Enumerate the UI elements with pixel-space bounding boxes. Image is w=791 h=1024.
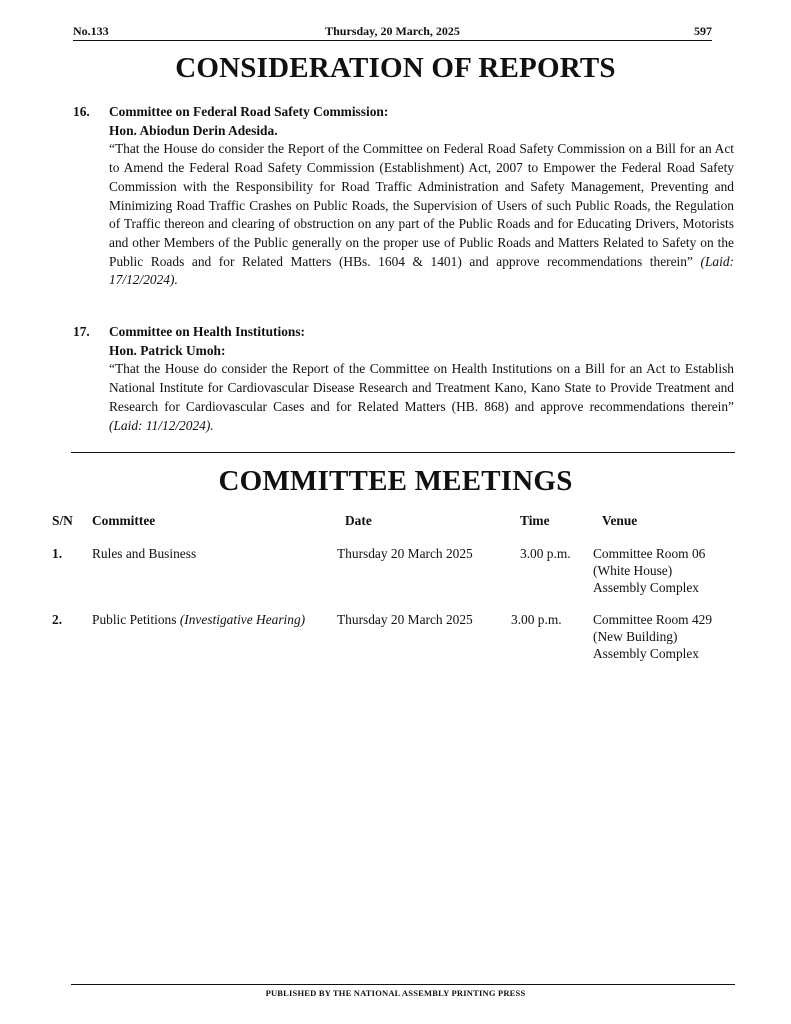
issue-date: Thursday, 20 March, 2025 <box>325 24 460 38</box>
report-text: “That the House do consider the Report of the Committee on Federal Road Safety Commission on a Bill for an Act to Amend the Federal Road Safety Commission (Establishment) Act, 2007 to Empower the Federal Road Safety Commission with the Responsibility for Road Traffic Administration and Safety Management, Preventing and Minimizing Road Traffic Crashes on Public Roads, the Supervision of Users of such Public Roads, the Regulation of Traffic thereon and clearing of obstruction on any part of the Public Roads and for Educating Drivers, Motorists and other Members of the Public generally on the proper use of Public Roads and Matters Related to Safety on the Public Roads and for Related Matters (HBs. 1604 & 1401) and approve recommendations therein” (Laid: 17/12/2024). <box>109 141 734 288</box>
row-time: 3.00 p.m. <box>520 546 571 561</box>
report-number: 17. <box>73 324 90 339</box>
row-date: Thursday 20 March 2025 <box>337 612 473 627</box>
row-sn: 2. <box>52 612 63 627</box>
report-laid-date: (Laid: 11/12/2024). <box>109 417 214 433</box>
publisher-footer: PUBLISHED BY THE NATIONAL ASSEMBLY PRINTING PRESS <box>265 988 526 998</box>
row-committee: Rules and Business <box>92 546 197 561</box>
report-item <box>109 103 734 290</box>
column-header-time: Time <box>520 513 550 528</box>
row-sn: 1. <box>52 546 63 561</box>
section-divider <box>71 452 735 453</box>
report-item <box>109 323 734 435</box>
report-member: Hon. Patrick Umoh: <box>109 342 226 358</box>
column-header-sn: S/N <box>52 513 73 528</box>
report-committee: Committee on Health Institutions: <box>109 324 306 339</box>
row-committee: Public Petitions (Investigative Hearing) <box>92 612 306 627</box>
page-header <box>73 24 712 41</box>
column-header-date: Date <box>345 513 372 528</box>
row-time: 3.00 p.m. <box>511 612 562 627</box>
report-member: Hon. Abiodun Derin Adesida. <box>109 122 278 138</box>
report-number: 16. <box>73 104 90 119</box>
page-number: 597 <box>694 24 712 38</box>
report-committee: Committee on Federal Road Safety Commission: <box>109 104 389 119</box>
footer-divider <box>71 984 735 985</box>
reports-heading: CONSIDERATION OF REPORTS <box>175 52 616 84</box>
report-text: “That the House do consider the Report of the Committee on Health Institutions on a Bill for an Act to Establish National Institute for Cardiovascular Disease Research and Treatment Kano, Kano State to Provide Treatment and Research for Cardiovascular Cases and for Related Matters (HB. 868) and approve recommendations therein” (Laid: 11/12/2024). <box>109 361 734 433</box>
row-venue: Committee Room 06 (White House) Assembly Complex <box>593 546 706 595</box>
row-date: Thursday 20 March 2025 <box>337 546 473 561</box>
issue-number: No.133 <box>73 24 109 38</box>
report-laid-date: (Laid: 17/12/2024). <box>109 253 734 288</box>
column-header-venue: Venue <box>602 513 638 528</box>
row-committee-note: (Investigative Hearing) <box>179 612 306 627</box>
row-venue: Committee Room 429 (New Building) Assembly Complex <box>593 612 713 661</box>
column-header-committee: Committee <box>92 513 156 528</box>
meetings-heading: COMMITTEE MEETINGS <box>218 465 573 497</box>
